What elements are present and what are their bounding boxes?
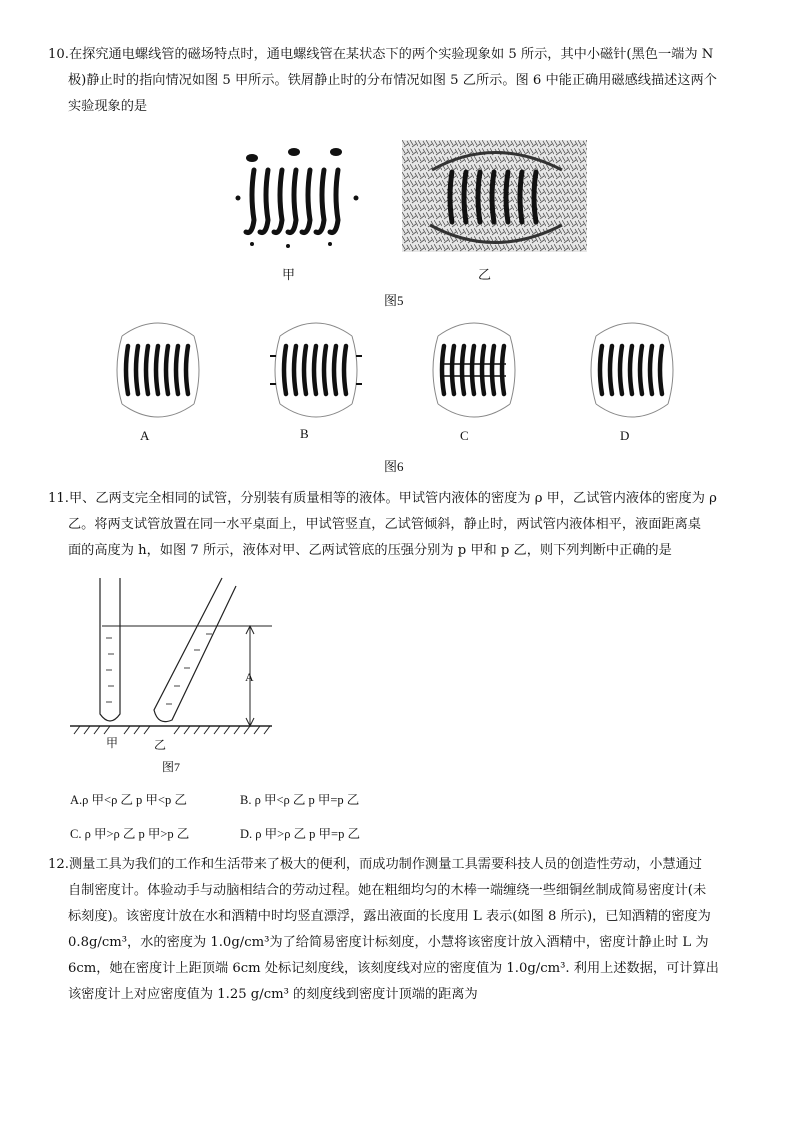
q10-line-3: 实验现象的是 <box>68 99 148 114</box>
q12-line-6: 该密度计上对应密度值为 1.25 g/cm³ 的刻度线到密度计顶端的距离为 <box>68 987 478 1002</box>
figure-6-option-d <box>582 316 682 424</box>
question-10 <box>48 42 758 120</box>
fig6-label-b: B <box>300 426 309 441</box>
fig5-caption: 图5 <box>384 293 404 308</box>
fig7-height-label: A <box>245 670 254 684</box>
q11-line-3: 面的高度为 h，如图 7 所示，液体对甲、乙两试管底的压强分别为 p 甲和 p 乙，则下列判断中正确的是 <box>68 543 672 558</box>
q12-line-4: 0.8g/cm³，水的密度为 1.0g/cm³为了给简易密度计标刻度，小慧将该密度计放入酒精中，密度计静止时 L 为 <box>68 935 709 950</box>
q10-line-1: 10.在探究通电螺线管的磁场特点时，通电螺线管在某状态下的两个实验现象如 5 所示，其中小磁针(黑色一端为 N <box>48 47 714 62</box>
figure-5-yi-iron-filings <box>402 140 587 252</box>
fig5-label-jia: 甲 <box>282 267 296 282</box>
fig6-caption: 图6 <box>384 459 404 474</box>
question-12 <box>48 852 758 1008</box>
q11-option-d: D. ρ 甲>ρ 乙 p 甲=p 乙 <box>240 827 360 841</box>
figure-5-jia-solenoid <box>232 140 362 250</box>
fig7-caption: 图7 <box>162 760 181 774</box>
figure-7-test-tubes <box>66 574 276 750</box>
q11-line-2: 乙。将两支试管放置在同一水平桌面上，甲试管竖直，乙试管倾斜，静止时，两试管内液体相平，液面距离桌 <box>68 517 701 532</box>
figure-6-option-c <box>424 316 524 424</box>
fig6-label-c: C <box>460 428 469 443</box>
q12-line-1: 12.测量工具为我们的工作和生活带来了极大的便利，而成功制作测量工具需要科技人员的创造性劳动，小慧通过 <box>48 857 702 872</box>
fig5-label-yi: 乙 <box>478 267 492 282</box>
fig7-label-jia: 甲 <box>106 736 119 750</box>
figure-6-option-b <box>266 316 366 424</box>
fig7-label-yi: 乙 <box>154 738 167 752</box>
fig6-label-d: D <box>620 428 630 443</box>
q11-option-c: C. ρ 甲>ρ 乙 p 甲>p 乙 <box>70 827 190 841</box>
question-11 <box>48 486 758 564</box>
fig6-label-a: A <box>140 428 150 443</box>
q12-line-5: 6cm，她在密度计上距顶端 6cm 处标记刻度线，该刻度线对应的密度值为 1.0g/cm³. 利用上述数据，可计算出 <box>68 961 719 976</box>
q10-line-2: 极)静止时的指向情况如图 5 甲所示。铁屑静止时的分布情况如图 5 乙所示。图 6 中能正确用磁感线描述这两个 <box>68 73 717 88</box>
q12-line-3: 标刻度)。该密度计放在水和酒精中时均竖直漂浮，露出液面的长度用 L 表示(如图 8 所示)，已知酒精的密度为 <box>68 909 711 924</box>
q11-line-1: 11.甲、乙两支完全相同的试管，分别装有质量相等的液体。甲试管内液体的密度为 ρ 甲，乙试管内液体的密度为 ρ <box>48 491 717 506</box>
q11-option-a: A.ρ 甲<ρ 乙 p 甲<p 乙 <box>70 793 187 807</box>
q11-option-b: B. ρ 甲<ρ 乙 p 甲=p 乙 <box>240 793 360 807</box>
figure-6-option-a <box>108 316 208 424</box>
q12-line-2: 自制密度计。体验动手与动脑相结合的劳动过程。她在粗细均匀的木棒一端缠绕一些细铜丝制成简易密度计(未 <box>68 883 707 898</box>
